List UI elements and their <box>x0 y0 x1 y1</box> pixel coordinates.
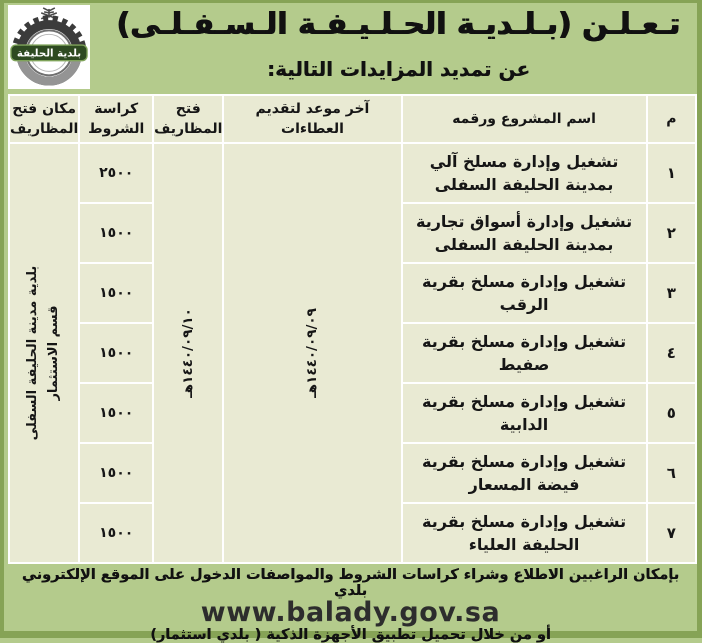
project-name: تشغيل وإدارة مسلخ بقرية فيضة المسعار <box>403 444 646 502</box>
booklet-price: ١٥٠٠ <box>80 504 152 562</box>
table-row <box>10 144 695 202</box>
project-name: تشغيل وإدارة أسواق تجارية بمدينة الحليفة السفلى <box>403 204 646 262</box>
header-bid-deadline: آخر موعد لتقديم العطاءات <box>224 96 400 142</box>
booklet-price: ١٥٠٠ <box>80 204 152 262</box>
project-name: تشغيل وإدارة مسلخ بقرية الرقب <box>403 264 646 322</box>
header-envelope-opening: فتح المظاريف <box>154 96 222 142</box>
row-number: ٤ <box>648 324 695 382</box>
row-number: ٣ <box>648 264 695 322</box>
opening-place-cell <box>10 144 78 562</box>
row-number: ١ <box>648 144 695 202</box>
municipality-seal-icon <box>9 6 89 88</box>
row-number: ٢ <box>648 204 695 262</box>
row-number: ٧ <box>648 504 695 562</box>
row-number: ٦ <box>648 444 695 502</box>
tenders-table <box>8 94 697 564</box>
opening-place-line1: بلدية مدينة الحليفة السفلى <box>25 265 41 441</box>
ad-title: تـعـلـن (بـلـديـة الحـلـيـفـة الـسـفـلـى) <box>116 7 681 42</box>
website-url: www.balady.gov.sa <box>200 597 501 628</box>
municipality-logo <box>8 5 90 89</box>
table-header-row <box>10 96 695 142</box>
logo-banner-text: بلدية الحليفة <box>16 47 82 60</box>
booklet-price: ١٥٠٠ <box>80 384 152 442</box>
booklet-price: ٢٥٠٠ <box>80 144 152 202</box>
project-name: تشغيل وإدارة مسلخ بقرية الحليفة العلياء <box>403 504 646 562</box>
opening-place-line2: قسم الاستثمار <box>46 305 62 401</box>
footer-instructions: بإمكان الراغبين الاطلاع وشراء كراسات الشروط والمواصفات الدخول على الموقع الإلكتروني بلدي <box>21 567 680 599</box>
booklet-price: ١٥٠٠ <box>80 324 152 382</box>
envelope-opening-cell <box>154 144 222 562</box>
project-name: تشغيل وإدارة مسلخ آلي بمدينة الحليفة السفلى <box>403 144 646 202</box>
header-opening-place: مكان فتح المظاريف <box>10 96 78 142</box>
project-name: تشغيل وإدارة مسلخ بقرية صفيط <box>403 324 646 382</box>
row-number: ٥ <box>648 384 695 442</box>
footer-app-note: أو من خلال تحميل تطبيق الأجهزة الذكية ( بلدي استثمار) <box>150 627 551 643</box>
booklet-price: ١٥٠٠ <box>80 444 152 502</box>
ad-subtitle: عن تمديد المزايدات التالية: <box>266 57 530 81</box>
header-terms-booklet: كراسة الشروط <box>80 96 152 142</box>
ad-header <box>100 7 697 81</box>
header-project-name: اسم المشروع ورقمه <box>403 96 646 142</box>
bid-deadline-date: ١٤٤٠/٠٩/٠٩هـ <box>304 308 321 398</box>
bid-deadline-cell <box>224 144 400 562</box>
header-index: م <box>648 96 695 142</box>
project-name: تشغيل وإدارة مسلخ بقرية الدابية <box>403 384 646 442</box>
envelope-opening-date: ١٤٤٠/٠٩/١٠هـ <box>180 308 197 398</box>
ad-footer <box>4 567 697 643</box>
booklet-price: ١٥٠٠ <box>80 264 152 322</box>
